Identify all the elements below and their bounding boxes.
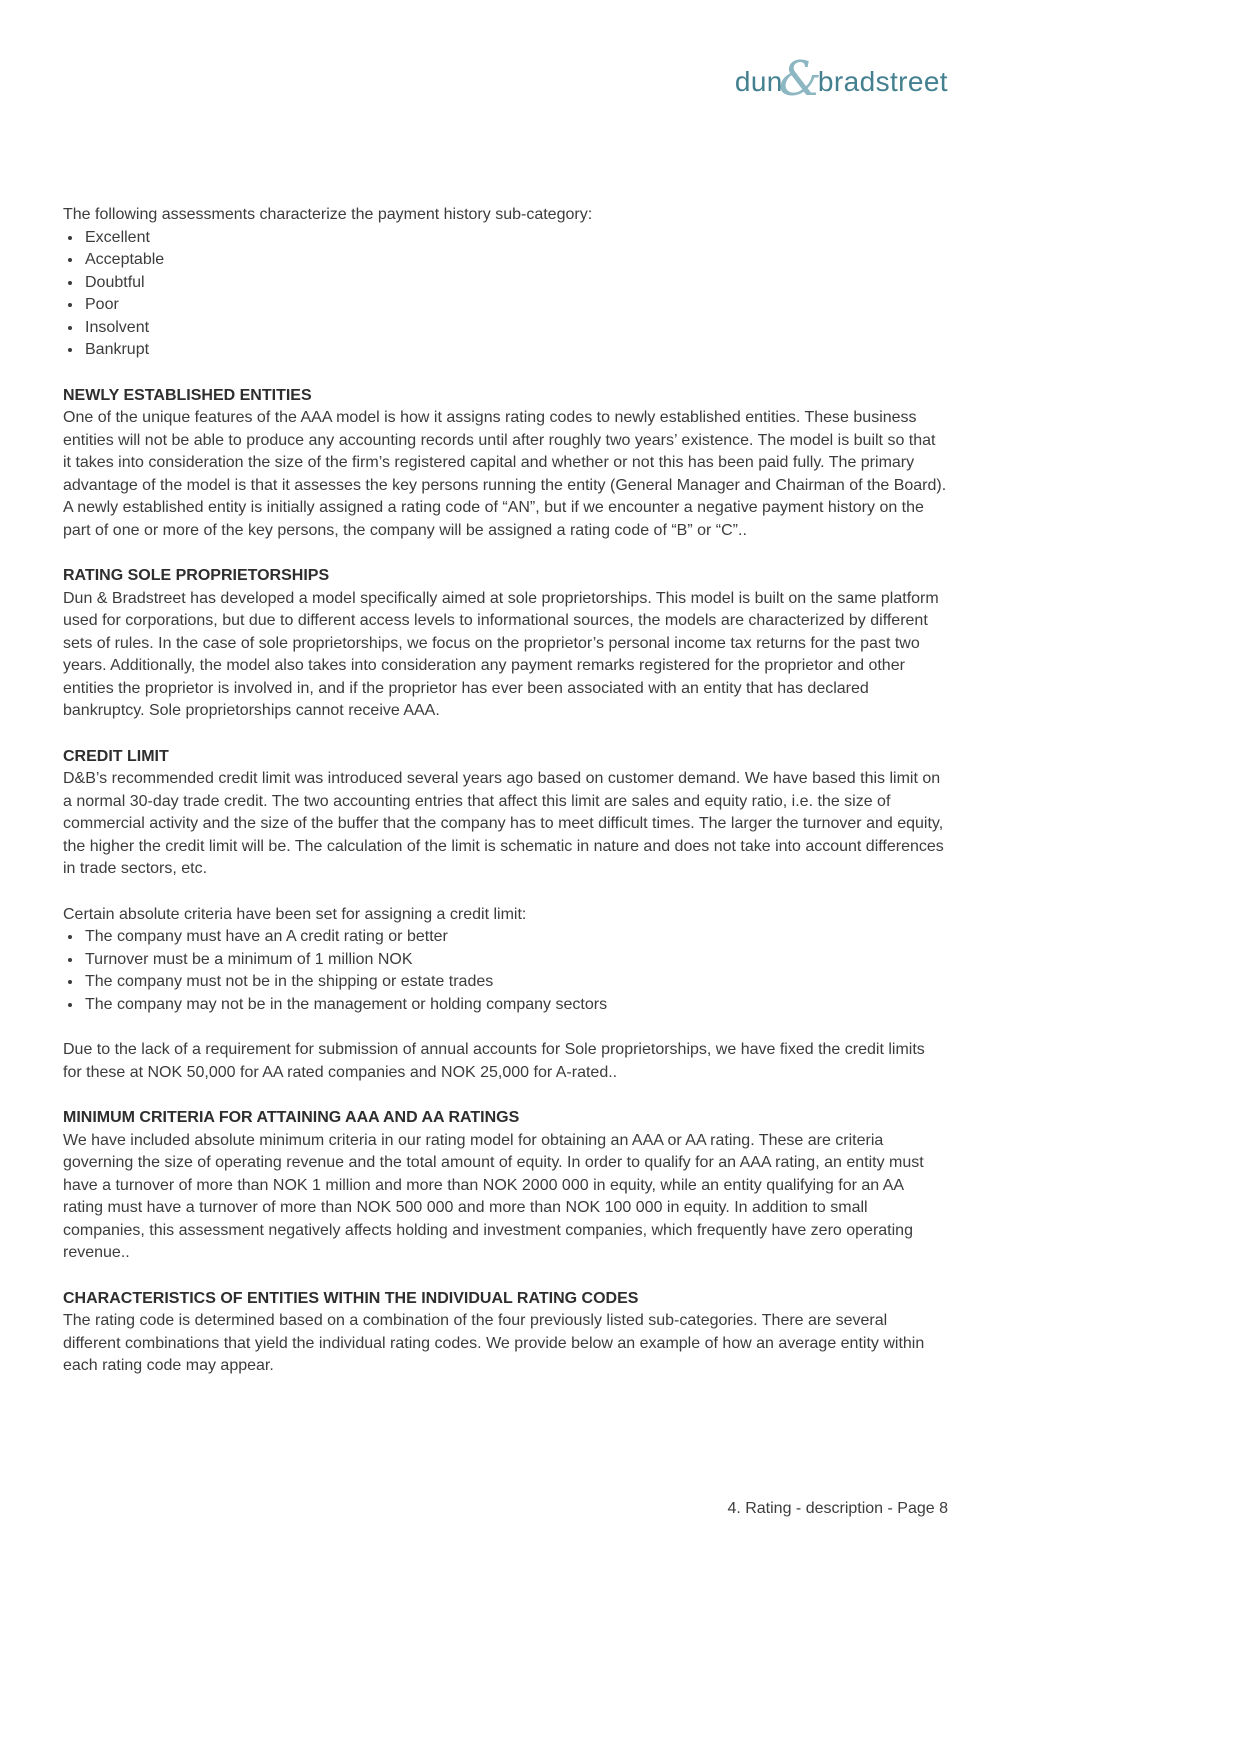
- list-item: • Turnover must be a minimum of 1 million NOK: [83, 949, 947, 972]
- section-body: One of the unique features of the AAA model is how it assigns rating codes to newly established entities. These business entities will not be able to produce any accounting records until after roughly two years’ existence. The model is built so that it takes into consideration the size of the firm’s registered capital and whether or not this has been paid fully. The primary advantage of the model is that it assesses the key persons running the entity (General Manager and Chairman of the Board). A newly established entity is initially assigned a rating code of “AN”, but if we encounter a negative payment history on the part of one or more of the key persons, the company will be assigned a rating code of “B” or “C”..: [63, 409, 947, 539]
- credit-limit-criteria: [63, 904, 947, 1085]
- section-heading: CHARACTERISTICS OF ENTITIES WITHIN THE INDIVIDUAL RATING CODES: [63, 1289, 639, 1307]
- dun-bradstreet-logo: [734, 51, 948, 107]
- section-newly-established-entities: [63, 385, 947, 543]
- section-minimum-criteria: [63, 1107, 947, 1265]
- document-content: [63, 204, 947, 1401]
- logo-word-bradstreet: bradstreet: [817, 66, 948, 97]
- section-body: D&B’s recommended credit limit was introduced several years ago based on customer demand. We have based this limit on a normal 30-day trade credit. The two accounting entries that affect this limit are sales and equity ratio, i.e. the size of commercial activity and the size of the buffer that the company has to meet difficult times. The larger the turnover and equity, the higher the credit limit will be. The calculation of the limit is schematic in nature and does not take into account differences in trade sectors, etc.: [63, 770, 944, 877]
- intro-paragraph: The following assessments characterize the payment history sub-category:: [63, 206, 593, 223]
- criteria-lead-paragraph: Certain absolute criteria have been set for assigning a credit limit:: [63, 905, 527, 923]
- section-characteristics: [63, 1288, 947, 1378]
- section-heading: CREDIT LIMIT: [63, 747, 169, 765]
- list-item: • Acceptable: [83, 249, 947, 272]
- credit-criteria-list: [63, 926, 947, 1016]
- list-item: • The company may not be in the management or holding company sectors: [83, 994, 947, 1017]
- logo-ampersand-icon: &: [778, 51, 822, 107]
- list-item: • Insolvent: [83, 317, 947, 340]
- list-item: • Poor: [83, 294, 947, 317]
- page-footer: 4. Rating - description - Page 8: [727, 1500, 948, 1517]
- list-item: • The company must have an A credit rating or better: [83, 926, 947, 949]
- list-item: • Doubtful: [83, 272, 947, 295]
- payment-history-list: [63, 227, 947, 362]
- logo-word-dun: dun: [734, 66, 783, 97]
- section-heading: MINIMUM CRITERIA FOR ATTAINING AAA AND AA RATINGS: [63, 1109, 520, 1126]
- section-body: The rating code is determined based on a combination of the four previously listed sub-categories. There are several different combinations that yield the individual rating codes. We provide below an example of how an average entity within each rating code may appear.: [63, 1312, 925, 1374]
- section-rating-sole-proprietorships: [63, 565, 947, 723]
- list-item: • Bankrupt: [83, 339, 947, 362]
- section-heading: NEWLY ESTABLISHED ENTITIES: [63, 386, 312, 404]
- section-body: We have included absolute minimum criteria in our rating model for obtaining an AAA or AA rating. These are criteria governing the size of operating revenue and the total amount of equity. In order to qualify for an AAA rating, an entity must have a turnover of more than NOK 1 million and more than NOK 2000 000 in equity, while an entity qualifying for an AA rating must have a turnover of more than NOK 500 000 and more than NOK 100 000 in equity. In addition to small companies, this assessment negatively affects holding and investment companies, which frequently have zero operating revenue..: [63, 1131, 924, 1261]
- list-item: • Excellent: [83, 227, 947, 250]
- section-body: Dun & Bradstreet has developed a model specifically aimed at sole proprietorships. This model is built on the same platform used for corporations, but due to different access levels to informational sources, the models are characterized by different sets of rules. In the case of sole proprietorships, we focus on the proprietor’s personal income tax returns for the past two years. Additionally, the model also takes into consideration any payment remarks registered for the proprietor and other entities the proprietor is involved in, and if the proprietor has ever been associated with an entity that has declared bankruptcy. Sole proprietorships cannot receive AAA.: [63, 589, 939, 719]
- criteria-note-paragraph: Due to the lack of a requirement for submission of annual accounts for Sole proprietorships, we have fixed the credit limits for these at NOK 50,000 for AA rated companies and NOK 25,000 for A-rated..: [63, 1041, 925, 1081]
- section-credit-limit: [63, 746, 947, 881]
- section-heading: RATING SOLE PROPRIETORSHIPS: [63, 567, 330, 584]
- list-item: • The company must not be in the shipping or estate trades: [83, 971, 947, 994]
